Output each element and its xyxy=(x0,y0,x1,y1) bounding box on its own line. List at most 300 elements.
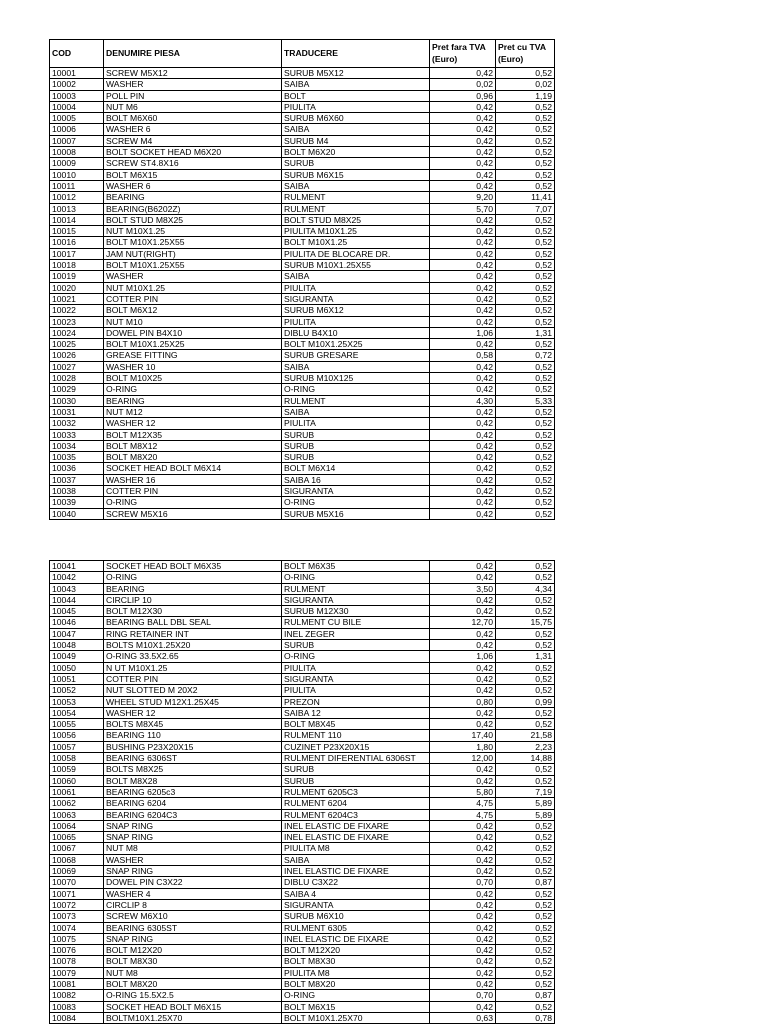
cell-denumire: CIRCLIP 10 xyxy=(104,594,282,605)
cell-cod: 10017 xyxy=(50,248,104,259)
cell-cod: 10024 xyxy=(50,327,104,338)
cell-pret-fara-tva: 0,42 xyxy=(430,463,496,474)
table-row xyxy=(50,226,555,237)
cell-traducere: SAIBA xyxy=(282,124,430,135)
cell-pret-fara-tva: 0,42 xyxy=(430,561,496,572)
cell-denumire: SCREW M5X16 xyxy=(104,508,282,519)
cell-cod: 10033 xyxy=(50,429,104,440)
cell-traducere: SAIBA xyxy=(282,180,430,191)
table-row xyxy=(50,124,555,135)
cell-pret-fara-tva: 0,42 xyxy=(430,933,496,944)
cell-pret-cu-tva: 5,33 xyxy=(496,395,555,406)
cell-denumire: GREASE FITTING xyxy=(104,350,282,361)
cell-pret-fara-tva: 0,42 xyxy=(430,406,496,417)
cell-pret-fara-tva: 0,42 xyxy=(430,113,496,124)
cell-cod: 10068 xyxy=(50,854,104,865)
cell-traducere: SIGURANTA xyxy=(282,485,430,496)
cell-pret-fara-tva: 4,75 xyxy=(430,798,496,809)
cell-pret-fara-tva: 0,42 xyxy=(430,474,496,485)
table-row xyxy=(50,169,555,180)
cell-traducere: PIULITA M8 xyxy=(282,967,430,978)
table-row xyxy=(50,866,555,877)
cell-denumire: NUT M10 xyxy=(104,316,282,327)
table-row xyxy=(50,418,555,429)
table-row xyxy=(50,327,555,338)
cell-denumire: RING RETAINER INT xyxy=(104,628,282,639)
table-row xyxy=(50,113,555,124)
cell-cod: 10067 xyxy=(50,843,104,854)
cell-pret-cu-tva: 0,52 xyxy=(496,214,555,225)
cell-cod: 10046 xyxy=(50,617,104,628)
cell-pret-fara-tva: 12,70 xyxy=(430,617,496,628)
cell-pret-cu-tva: 0,52 xyxy=(496,406,555,417)
cell-denumire: WASHER 12 xyxy=(104,418,282,429)
cell-cod: 10011 xyxy=(50,180,104,191)
cell-denumire: BOLTS M10X1.25X20 xyxy=(104,640,282,651)
cell-denumire: BEARING(B6202Z) xyxy=(104,203,282,214)
cell-pret-cu-tva: 0,52 xyxy=(496,561,555,572)
cell-pret-cu-tva: 0,52 xyxy=(496,101,555,112)
cell-traducere: SIGURANTA xyxy=(282,899,430,910)
cell-denumire: BOLT STUD M8X25 xyxy=(104,214,282,225)
cell-denumire: BEARING xyxy=(104,583,282,594)
cell-traducere: BOLT M8X20 xyxy=(282,978,430,989)
cell-traducere: RULMENT 6205C3 xyxy=(282,786,430,797)
cell-cod: 10063 xyxy=(50,809,104,820)
cell-pret-fara-tva: 0,42 xyxy=(430,226,496,237)
table-row xyxy=(50,305,555,316)
cell-denumire: SOCKET HEAD BOLT M6X35 xyxy=(104,561,282,572)
cell-pret-fara-tva: 12,00 xyxy=(430,753,496,764)
table-row xyxy=(50,1001,555,1012)
cell-traducere: PIULITA DE BLOCARE DR. xyxy=(282,248,430,259)
cell-traducere: BOLT M10X1.25X70 xyxy=(282,1012,430,1023)
cell-pret-cu-tva: 0,52 xyxy=(496,922,555,933)
cell-pret-fara-tva: 0,42 xyxy=(430,124,496,135)
table-row xyxy=(50,696,555,707)
cell-denumire: BOLT M12X20 xyxy=(104,945,282,956)
cell-pret-cu-tva: 0,52 xyxy=(496,911,555,922)
cell-traducere: RULMENT xyxy=(282,395,430,406)
cell-pret-cu-tva: 0,52 xyxy=(496,956,555,967)
cell-denumire: BOLTS M8X25 xyxy=(104,764,282,775)
cell-traducere: PIULITA M10X1.25 xyxy=(282,226,430,237)
cell-pret-cu-tva: 0,52 xyxy=(496,933,555,944)
cell-pret-cu-tva: 0,52 xyxy=(496,226,555,237)
cell-cod: 10043 xyxy=(50,583,104,594)
cell-traducere: DIBLU B4X10 xyxy=(282,327,430,338)
cell-cod: 10006 xyxy=(50,124,104,135)
cell-pret-fara-tva: 17,40 xyxy=(430,730,496,741)
cell-traducere: PIULITA M8 xyxy=(282,843,430,854)
cell-cod: 10083 xyxy=(50,1001,104,1012)
cell-pret-cu-tva: 1,19 xyxy=(496,90,555,101)
cell-denumire: BEARING 6204C3 xyxy=(104,809,282,820)
cell-traducere: INEL ELASTIC DE FIXARE xyxy=(282,933,430,944)
cell-pret-cu-tva: 11,41 xyxy=(496,192,555,203)
cell-cod: 10028 xyxy=(50,373,104,384)
cell-denumire: BOLT M6X12 xyxy=(104,305,282,316)
cell-pret-fara-tva: 0,42 xyxy=(430,485,496,496)
cell-pret-cu-tva: 0,52 xyxy=(496,429,555,440)
cell-traducere: SURUB xyxy=(282,429,430,440)
parts-table-2-body xyxy=(50,561,555,1024)
cell-cod: 10029 xyxy=(50,384,104,395)
cell-pret-fara-tva: 0,42 xyxy=(430,180,496,191)
cell-pret-cu-tva: 0,52 xyxy=(496,147,555,158)
cell-pret-cu-tva: 0,52 xyxy=(496,282,555,293)
cell-denumire: BOLT M8X20 xyxy=(104,978,282,989)
cell-traducere: SAIBA xyxy=(282,361,430,372)
cell-cod: 10021 xyxy=(50,293,104,304)
cell-traducere: SURUB M6X12 xyxy=(282,305,430,316)
cell-pret-fara-tva: 0,42 xyxy=(430,956,496,967)
table-row xyxy=(50,293,555,304)
cell-pret-fara-tva: 0,42 xyxy=(430,707,496,718)
cell-pret-fara-tva: 0,42 xyxy=(430,662,496,673)
cell-denumire: NUT M10X1.25 xyxy=(104,226,282,237)
cell-denumire: WASHER 16 xyxy=(104,474,282,485)
cell-traducere: BOLT STUD M8X25 xyxy=(282,214,430,225)
table-row xyxy=(50,888,555,899)
cell-traducere: PIULITA xyxy=(282,662,430,673)
cell-pret-fara-tva: 0,42 xyxy=(430,508,496,519)
table-row xyxy=(50,135,555,146)
cell-denumire: BEARING 6204 xyxy=(104,798,282,809)
table-row xyxy=(50,911,555,922)
table-row xyxy=(50,101,555,112)
table-row xyxy=(50,406,555,417)
cell-pret-cu-tva: 0,52 xyxy=(496,237,555,248)
table-row xyxy=(50,685,555,696)
cell-pret-cu-tva: 0,52 xyxy=(496,248,555,259)
cell-cod: 10040 xyxy=(50,508,104,519)
cell-pret-fara-tva: 0,42 xyxy=(430,452,496,463)
cell-traducere: PIULITA xyxy=(282,418,430,429)
cell-denumire: SCREW ST4.8X16 xyxy=(104,158,282,169)
cell-denumire: BEARING xyxy=(104,395,282,406)
cell-pret-cu-tva: 0,52 xyxy=(496,68,555,79)
cell-pret-cu-tva: 0,52 xyxy=(496,384,555,395)
cell-pret-fara-tva: 4,75 xyxy=(430,809,496,820)
cell-cod: 10009 xyxy=(50,158,104,169)
cell-traducere: SURUB M10X125 xyxy=(282,373,430,384)
cell-cod: 10018 xyxy=(50,260,104,271)
table-row xyxy=(50,316,555,327)
table-row xyxy=(50,474,555,485)
cell-denumire: DOWEL PIN C3X22 xyxy=(104,877,282,888)
cell-denumire: SCREW M5X12 xyxy=(104,68,282,79)
cell-traducere: SURUB xyxy=(282,440,430,451)
cell-pret-cu-tva: 0,52 xyxy=(496,628,555,639)
cell-cod: 10032 xyxy=(50,418,104,429)
cell-denumire: N UT M10X1.25 xyxy=(104,662,282,673)
table-row xyxy=(50,956,555,967)
cell-denumire: BUSHING P23X20X15 xyxy=(104,741,282,752)
cell-pret-cu-tva: 0,52 xyxy=(496,685,555,696)
cell-denumire: COTTER PIN xyxy=(104,293,282,304)
table-row xyxy=(50,673,555,684)
table-row xyxy=(50,282,555,293)
table-row xyxy=(50,606,555,617)
table-row xyxy=(50,79,555,90)
cell-pret-fara-tva: 1,06 xyxy=(430,327,496,338)
table-row xyxy=(50,395,555,406)
cell-cod: 10065 xyxy=(50,832,104,843)
cell-traducere: O-RING xyxy=(282,651,430,662)
parts-table-1-body xyxy=(50,68,555,520)
cell-pret-fara-tva: 4,30 xyxy=(430,395,496,406)
cell-denumire: BOLT SOCKET HEAD M6X20 xyxy=(104,147,282,158)
table-row xyxy=(50,248,555,259)
table-row xyxy=(50,260,555,271)
cell-cod: 10084 xyxy=(50,1012,104,1023)
cell-pret-cu-tva: 7,07 xyxy=(496,203,555,214)
cell-cod: 10002 xyxy=(50,79,104,90)
cell-cod: 10016 xyxy=(50,237,104,248)
cell-pret-cu-tva: 1,31 xyxy=(496,327,555,338)
cell-traducere: RULMENT 6305 xyxy=(282,922,430,933)
cell-pret-cu-tva: 0,52 xyxy=(496,316,555,327)
cell-pret-fara-tva: 0,42 xyxy=(430,361,496,372)
table-row xyxy=(50,933,555,944)
cell-pret-cu-tva: 4,34 xyxy=(496,583,555,594)
table-row xyxy=(50,339,555,350)
cell-pret-cu-tva: 0,52 xyxy=(496,854,555,865)
parts-table-2 xyxy=(49,560,555,1024)
cell-pret-fara-tva: 0,42 xyxy=(430,429,496,440)
cell-pret-cu-tva: 0,87 xyxy=(496,990,555,1001)
cell-traducere: SAIBA xyxy=(282,79,430,90)
cell-traducere: SAIBA xyxy=(282,406,430,417)
cell-denumire: NUT SLOTTED M 20X2 xyxy=(104,685,282,696)
cell-denumire: BEARING 6305ST xyxy=(104,922,282,933)
table-row xyxy=(50,764,555,775)
header-traducere: TRADUCERE xyxy=(282,40,430,68)
cell-cod: 10031 xyxy=(50,406,104,417)
cell-denumire: WASHER 6 xyxy=(104,124,282,135)
cell-pret-cu-tva: 0,72 xyxy=(496,350,555,361)
cell-denumire: BOLT M8X20 xyxy=(104,452,282,463)
cell-pret-fara-tva: 0,42 xyxy=(430,628,496,639)
cell-pret-cu-tva: 0,02 xyxy=(496,79,555,90)
cell-pret-cu-tva: 0,52 xyxy=(496,339,555,350)
cell-cod: 10014 xyxy=(50,214,104,225)
cell-denumire: BEARING 110 xyxy=(104,730,282,741)
cell-cod: 10076 xyxy=(50,945,104,956)
cell-traducere: PIULITA xyxy=(282,685,430,696)
cell-traducere: SURUB xyxy=(282,640,430,651)
cell-pret-fara-tva: 0,42 xyxy=(430,384,496,395)
cell-pret-fara-tva: 0,42 xyxy=(430,606,496,617)
table-row xyxy=(50,158,555,169)
cell-traducere: O-RING xyxy=(282,990,430,1001)
table-row xyxy=(50,967,555,978)
cell-traducere: SURUB M6X10 xyxy=(282,911,430,922)
cell-traducere: BOLT M6X15 xyxy=(282,1001,430,1012)
cell-pret-cu-tva: 0,52 xyxy=(496,764,555,775)
cell-pret-cu-tva: 0,52 xyxy=(496,169,555,180)
cell-pret-fara-tva: 0,63 xyxy=(430,1012,496,1023)
cell-denumire: WHEEL STUD M12X1.25X45 xyxy=(104,696,282,707)
cell-traducere: RULMENT 6204C3 xyxy=(282,809,430,820)
cell-cod: 10052 xyxy=(50,685,104,696)
cell-traducere: PIULITA xyxy=(282,282,430,293)
cell-cod: 10008 xyxy=(50,147,104,158)
cell-traducere: RULMENT DIFERENTIAL 6306ST xyxy=(282,753,430,764)
cell-traducere: BOLT M6X35 xyxy=(282,561,430,572)
cell-pret-fara-tva: 0,42 xyxy=(430,418,496,429)
cell-traducere: O-RING xyxy=(282,384,430,395)
cell-cod: 10073 xyxy=(50,911,104,922)
cell-traducere: SURUB M12X30 xyxy=(282,606,430,617)
cell-denumire: SNAP RING xyxy=(104,933,282,944)
cell-cod: 10035 xyxy=(50,452,104,463)
cell-traducere: SURUB xyxy=(282,452,430,463)
cell-traducere: SIGURANTA xyxy=(282,594,430,605)
cell-pret-cu-tva: 0,52 xyxy=(496,260,555,271)
cell-denumire: BOLT M10X1.25X55 xyxy=(104,260,282,271)
cell-pret-fara-tva: 0,42 xyxy=(430,293,496,304)
cell-denumire: O-RING xyxy=(104,572,282,583)
cell-cod: 10060 xyxy=(50,775,104,786)
cell-pret-cu-tva: 0,52 xyxy=(496,485,555,496)
table-row xyxy=(50,384,555,395)
cell-pret-cu-tva: 0,52 xyxy=(496,707,555,718)
cell-traducere: SURUB M10X1.25X55 xyxy=(282,260,430,271)
cell-pret-cu-tva: 0,52 xyxy=(496,497,555,508)
cell-traducere: SURUB M5X16 xyxy=(282,508,430,519)
cell-pret-fara-tva: 0,70 xyxy=(430,877,496,888)
cell-cod: 10026 xyxy=(50,350,104,361)
table-row xyxy=(50,945,555,956)
cell-pret-cu-tva: 0,52 xyxy=(496,1001,555,1012)
table-row xyxy=(50,843,555,854)
cell-pret-fara-tva: 0,42 xyxy=(430,158,496,169)
cell-denumire: JAM NUT(RIGHT) xyxy=(104,248,282,259)
cell-pret-fara-tva: 0,42 xyxy=(430,911,496,922)
cell-traducere: O-RING xyxy=(282,572,430,583)
table-row xyxy=(50,463,555,474)
cell-pret-fara-tva: 0,80 xyxy=(430,696,496,707)
cell-traducere: RULMENT xyxy=(282,583,430,594)
cell-pret-fara-tva: 0,42 xyxy=(430,339,496,350)
cell-pret-cu-tva: 0,52 xyxy=(496,945,555,956)
table-row xyxy=(50,361,555,372)
table-row xyxy=(50,452,555,463)
cell-denumire: O-RING 15.5X2.5 xyxy=(104,990,282,1001)
cell-pret-cu-tva: 1,31 xyxy=(496,651,555,662)
table-row xyxy=(50,854,555,865)
cell-pret-fara-tva: 0,42 xyxy=(430,101,496,112)
cell-pret-cu-tva: 0,52 xyxy=(496,572,555,583)
table-row xyxy=(50,820,555,831)
cell-denumire: O-RING xyxy=(104,384,282,395)
cell-pret-cu-tva: 0,52 xyxy=(496,293,555,304)
cell-pret-fara-tva: 0,42 xyxy=(430,147,496,158)
cell-pret-cu-tva: 0,52 xyxy=(496,135,555,146)
cell-cod: 10007 xyxy=(50,135,104,146)
cell-traducere: BOLT M6X20 xyxy=(282,147,430,158)
cell-cod: 10081 xyxy=(50,978,104,989)
cell-denumire: WASHER 10 xyxy=(104,361,282,372)
cell-traducere: BOLT xyxy=(282,90,430,101)
table-row xyxy=(50,809,555,820)
cell-denumire: WASHER xyxy=(104,271,282,282)
cell-pret-cu-tva: 0,52 xyxy=(496,361,555,372)
cell-pret-fara-tva: 0,42 xyxy=(430,854,496,865)
cell-denumire: SOCKET HEAD BOLT M6X15 xyxy=(104,1001,282,1012)
cell-traducere: SURUB M4 xyxy=(282,135,430,146)
cell-pret-fara-tva: 3,50 xyxy=(430,583,496,594)
cell-traducere: BOLT M10X1.25X25 xyxy=(282,339,430,350)
cell-pret-fara-tva: 0,42 xyxy=(430,271,496,282)
cell-pret-cu-tva: 0,52 xyxy=(496,474,555,485)
cell-pret-fara-tva: 0,42 xyxy=(430,719,496,730)
cell-pret-fara-tva: 0,42 xyxy=(430,775,496,786)
cell-pret-cu-tva: 0,52 xyxy=(496,775,555,786)
table-row xyxy=(50,429,555,440)
cell-pret-cu-tva: 0,52 xyxy=(496,820,555,831)
cell-pret-fara-tva: 0,42 xyxy=(430,169,496,180)
cell-pret-cu-tva: 0,52 xyxy=(496,124,555,135)
table-row xyxy=(50,730,555,741)
cell-denumire: NUT M8 xyxy=(104,843,282,854)
table-row xyxy=(50,214,555,225)
cell-denumire: O-RING 33.5X2.65 xyxy=(104,651,282,662)
cell-denumire: BOLT M10X25 xyxy=(104,373,282,384)
cell-pret-cu-tva: 0,52 xyxy=(496,899,555,910)
cell-cod: 10056 xyxy=(50,730,104,741)
cell-pret-cu-tva: 0,52 xyxy=(496,180,555,191)
cell-pret-fara-tva: 5,80 xyxy=(430,786,496,797)
cell-cod: 10072 xyxy=(50,899,104,910)
cell-cod: 10020 xyxy=(50,282,104,293)
table-row xyxy=(50,662,555,673)
cell-cod: 10071 xyxy=(50,888,104,899)
header-pret-cu-tva: Pret cu TVA (Euro) xyxy=(496,40,555,68)
cell-cod: 10034 xyxy=(50,440,104,451)
cell-cod: 10001 xyxy=(50,68,104,79)
cell-traducere: PREZON xyxy=(282,696,430,707)
cell-cod: 10047 xyxy=(50,628,104,639)
table-row xyxy=(50,753,555,764)
table-row xyxy=(50,617,555,628)
cell-cod: 10025 xyxy=(50,339,104,350)
table-row xyxy=(50,350,555,361)
cell-denumire: BEARING xyxy=(104,192,282,203)
cell-pret-cu-tva: 0,52 xyxy=(496,305,555,316)
cell-cod: 10005 xyxy=(50,113,104,124)
cell-denumire: BOLT M8X30 xyxy=(104,956,282,967)
cell-denumire: SNAP RING xyxy=(104,832,282,843)
cell-cod: 10039 xyxy=(50,497,104,508)
cell-denumire: NUT M12 xyxy=(104,406,282,417)
cell-denumire: NUT M10X1.25 xyxy=(104,282,282,293)
cell-traducere: PIULITA xyxy=(282,101,430,112)
cell-pret-cu-tva: 0,52 xyxy=(496,113,555,124)
cell-pret-cu-tva: 0,52 xyxy=(496,440,555,451)
cell-cod: 10023 xyxy=(50,316,104,327)
cell-cod: 10057 xyxy=(50,741,104,752)
cell-denumire: COTTER PIN xyxy=(104,673,282,684)
cell-cod: 10038 xyxy=(50,485,104,496)
cell-traducere: SAIBA 4 xyxy=(282,888,430,899)
table-row xyxy=(50,877,555,888)
table-row xyxy=(50,899,555,910)
cell-traducere: SURUB M5X12 xyxy=(282,68,430,79)
cell-traducere: SAIBA xyxy=(282,854,430,865)
